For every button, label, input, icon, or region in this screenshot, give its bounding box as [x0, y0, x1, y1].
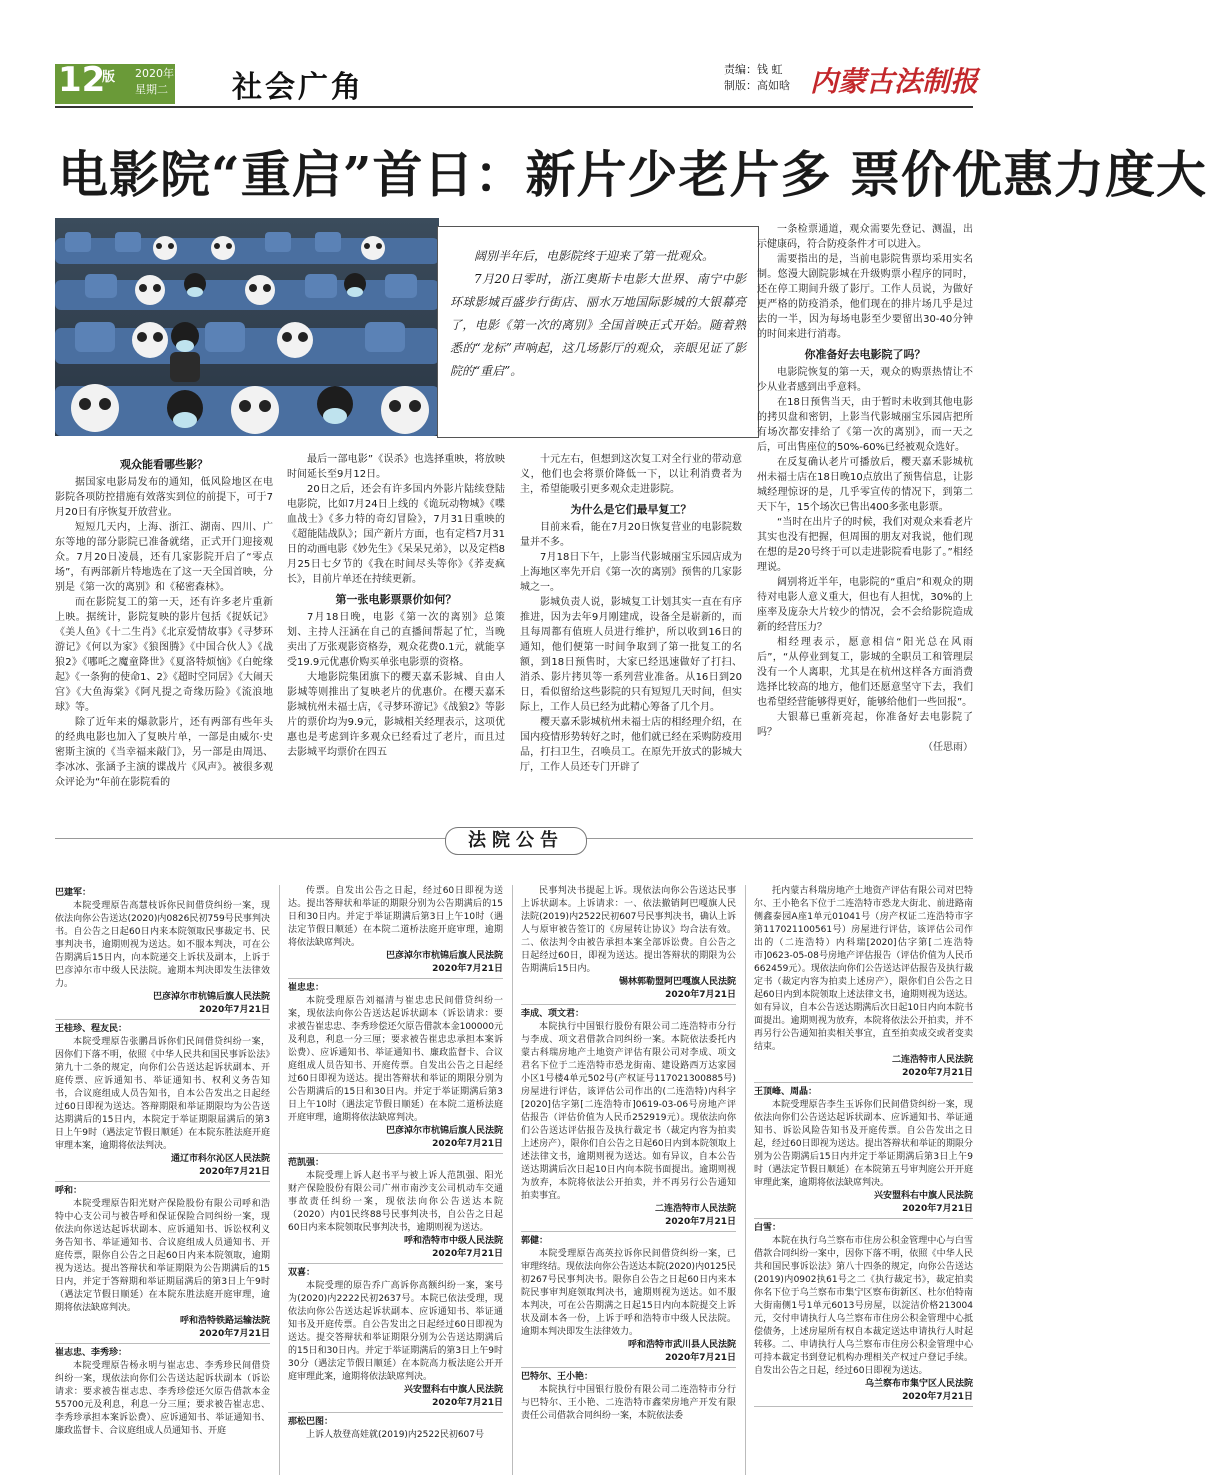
article-lead [437, 226, 759, 438]
notice-body: 上诉人敖登高娃就(2019)内2522民初607号 [306, 1430, 485, 1440]
article-subheading: 第一张电影票票价如何？ [335, 593, 457, 606]
notice-addressee: 郭健： [521, 1236, 549, 1246]
article-paragraph: 7月18日下午，上影当代影城丽宝乐园店成为上海地区率先开启《第一次的离别》预售的几家影城之一。 [520, 552, 742, 593]
article-paragraph: 一条检票通道，观众需要先登记、测温，出示健康码，符合防疫条件才可以进入。 [757, 224, 973, 250]
notice-date: 2020年7月21日 [55, 1166, 270, 1182]
article-paragraph: 樱天嘉禾影城杭州未福士店的相经理介绍，在国内疫情形势转好之时，他们就已经在采购防疫用品，打扫卫生，召唤员工。在原先开放式的影城大厅，工作人员还专门开辟了 [520, 717, 742, 773]
notice-court: 兴安盟科右中旗人民法院 [403, 1385, 503, 1395]
notice-addressee: 巴特尔、王小艳： [521, 1372, 594, 1382]
notice-body: 本院执行中国银行股份有限公司二连浩特市分行与李成、项文君借款合同纠纷一案。本院依法委托内蒙古科瑞房地产土地资产评估有限公司对李成、项文君名下位于二连浩特市恐龙街南、建设路西万达家园小区1号楼4单元502号(产权证号117021300885号)房屋进行评估，该评估公司作出的(二连浩特)内科字[2020]估字第[二连浩特市]0619-03-06号房地产评估报告（评估价值为人民币252919元）。现依法向你们公告送达评估报告及执行裁定书（裁定内容为拍卖上述房产），限你们自公告之日起60日内到本院领取上述法律文书，逾期则视为送达。如有异议，自本公告送达期满后次日起10日内向本院书面提出。逾期则视为放弃，本院将依法公开拍卖，并不再另行公告通知拍卖事宜。 [521, 1022, 736, 1201]
column-rule [745, 885, 746, 1475]
article-column-3 [520, 452, 742, 824]
editor-credits [724, 62, 790, 94]
column-rule [512, 885, 513, 1475]
issue-date-block [135, 66, 225, 98]
article-paragraph: 在18日预售当天，由于暂时未收到其他电影的拷贝盘和密钥，上影当代影城丽宝乐园店把所有场次都安排给了《第一次的离别》，而一天之后，可出售座位的50%-60%已经被观众选好。 [757, 397, 973, 453]
notice-body: 本院受理原告张鹏昌诉你们民间借贷纠纷一案，因你们下落不明，依照《中华人民共和国民事诉讼法》第九十二条的规定，向你们公告送达起诉状副本、开庭传票、应诉通知书、举证通知书、权利义务告知书，合议庭组成人员告知书，自本公告发出之日起经过60日即视为送达。答辩期限和举证期限均为公告送达期满后的15日内，本院定于举证期限届满后的第3日上午9时（遇法定节假日顺延）在本院东胜法庭开庭审理本案，逾期将依法判决。 [55, 1037, 270, 1151]
notice-court: 乌兰察布市集宁区人民法院 [864, 1379, 973, 1389]
article-subheading: 观众能看哪些影？ [120, 458, 208, 471]
notice-date: 2020年7月21日 [754, 1203, 973, 1219]
notice-addressee: 那松巴图： [288, 1417, 334, 1427]
notice-court: 兴安盟科右中旗人民法院 [873, 1191, 973, 1201]
notice-body: 本院执行中国银行股份有限公司二连浩特市分行与巴特尔、王小艳、二连浩特市鑫荣房地产开发有限责任公司借款合同纠纷一案，本院依法委 [521, 1385, 736, 1421]
notice-addressee: 白雪： [754, 1223, 782, 1233]
cinema-audience-photo [55, 218, 439, 436]
notice-date: 2020年7月21日 [288, 963, 503, 979]
notice-addressee: 呼和： [55, 1186, 83, 1196]
notice-column-3 [521, 885, 736, 1475]
notice-court: 巴彦淖尔市杭锦后旗人民法院 [385, 951, 503, 961]
notice-court: 二连浩特市人民法院 [654, 1204, 736, 1214]
article-column-4 [757, 222, 973, 824]
notice-addressee: 李成、项文君： [521, 1009, 585, 1019]
section-title: 社会广角 [232, 70, 364, 105]
notice-body: 本院在执行乌兰察布市住房公积金管理中心与白雪借款合同纠纷一案中，因你下落不明，依照《中华人民共和国民事诉讼法》第八十四条的规定，向你公告送达(2019)内0902执61号之二《执行裁定书》，裁定拍卖你名下位于乌兰察布市集宁区察布街新区、杜尔伯特南大街南侧1号1单元6013号房屋，以淀洁价格213004元，交付申请执行人乌兰察布市住房公积金管理中心抵偿债务，上述房屋所有权自本裁定送达申请执行人时起转移。二、申请执行人乌兰察布市住房公积金管理中心可持本裁定书到登记机构办理相关产权过户登记手续。自发出公告之日起，经过60日即视为送达。 [754, 1236, 973, 1376]
court-notice [521, 885, 736, 1005]
notice-addressee: 崔志忠、李秀珍： [55, 1348, 128, 1358]
article-paragraph: 大银幕已重新亮起，你准备好去电影院了吗？ [757, 712, 973, 738]
page-number: 12 [58, 60, 106, 100]
article-paragraph: 十元左右，但想到这次复工对全行业的带动意义，他们也会将票价降低一下，以让利消费者为主，希望能吸引更多观众走进影院。 [520, 454, 742, 495]
issue-weekday: 星期二 [135, 83, 168, 96]
court-notice [754, 885, 973, 1083]
producer: 制版：高如晗 [724, 79, 790, 92]
notice-addressee: 双喜： [288, 1268, 316, 1278]
notice-column-2 [288, 885, 503, 1475]
notice-date: 2020年7月21日 [55, 1004, 270, 1020]
notice-date: 2020年7月21日 [521, 1216, 736, 1232]
court-notice-banner: 法院公告 [445, 827, 587, 855]
court-notice [288, 1157, 503, 1264]
masthead-rule [55, 106, 973, 108]
notice-date: 2020年7月21日 [288, 1397, 503, 1413]
article-paragraph: 7月18日晚，电影《第一次的离别》总策划、主持人汪涵在自己的直播间帮起了忙，当晚卖出了万张观影资格券，观众花费0.1元，就能享受19.9元优惠价购买单张电影票的资格。 [287, 612, 505, 668]
notice-date: 2020年7月21日 [754, 1391, 973, 1407]
notice-body: 民事判决书提起上诉。现依法向你公告送达民事上诉状副本。上诉请求：一、依法撤销阿巴嘎旗人民法院(2019)内2522民初607号民事判决书，确认上诉人与原审被告签订的《房屋转让协议》均合法有效。二、依法判令由被告承担本案全部诉讼费。自公告之日起经过60日，即视为送达。提出答辩状的期限为公告期满后15日内。 [521, 886, 736, 974]
article-paragraph: 最后一部电影”《误杀》也选择重映，将放映时间延长至9月12日。 [287, 454, 505, 480]
notice-body: 本院受理原告李生玉诉你们民间借贷纠纷一案，现依法向你们公告送达起诉状副本、应诉通知书、举证通知书、诉讼风险告知书及开庭传票。自公告发出之日起，经过60日即视为送达。提出答辩状和举证的期限分别为公告期满后15日内并定于举证期满后第3日上午9时（遇法定节假日顺延）在本院第五号审判庭公开开庭审理此案，逾期将依法缺席判决。 [754, 1100, 973, 1188]
notice-body: 本院受理原告高慧枝诉你民间借贷纠纷一案，现依法向你公告送达(2020)内0826民初759号民事判决书。自公告之日起60日内来本院领取民事裁定书、民事判决书，逾期则视为送达。如不服本判决，可在公告期满后15日内，向本院递交上诉状及副本，上诉于巴彦淖尔市中级人民法院。逾期本判决即发生法律效力。 [55, 901, 270, 989]
notice-addressee: 王顶峰、周晶： [754, 1087, 818, 1097]
court-notice [55, 1347, 270, 1438]
issue-date: 2020年7月21日 [135, 67, 217, 80]
notice-date: 2020年7月21日 [754, 1067, 973, 1083]
article-paragraph: 目前来看，能在7月20日恢复营业的电影院数量并不多。 [520, 522, 742, 548]
article-paragraph: 在反复确认老片可播放后，樱天嘉禾影城杭州未福士店在18日晚10点放出了预售信息，让影城经理惊讶的是，几乎零宣传的情况下，到第二天下午，15个场次已售出400多张电影票。 [757, 457, 973, 513]
article-paragraph: 需要指出的是，当前电影院售票均采用实名制。悠漫大剧院影城在升级购票小程序的同时，还在停工期间升级了影厅。工作人员说，为做好更严格的防疫消杀，他们现在的排片场几乎是过去的一半，因为每场电影至少要留出30-40分钟的时间来进行消毒。 [757, 254, 973, 340]
court-notice [288, 885, 503, 979]
article-paragraph: 20日之后，还会有许多国内外影片陆续登陆电影院，比如7月24日上线的《诡玩动物城》《喋血战士》《多力特的奇幻冒险》，7月31日重映的《超能陆战队》；国产新片方面，也有定档7月31日的动画电影《妙先生》《呆呆兄弟》，以及定档8月25日七夕节的《我在时间尽头等你》《荞麦疯长》，目前片单还在持续更新。 [287, 484, 505, 585]
notice-court: 通辽市科尔沁区人民法院 [170, 1154, 270, 1164]
court-notice [521, 1235, 736, 1368]
notice-body: 本院受理原告高英拉诉你民间借贷纠纷一案，已审理终结。现依法向你公告送达本院(2020)内0125民初267号民事判决书。限你自公告之日起60日内来本院民事审判庭领取判决书，逾期则视为送达。如不服本判决，可在公告期满之日起15日内向本院提交上诉状及副本各一份，上诉于呼和浩特市中级人民法院。逾期本判决即发生法律效力。 [521, 1249, 736, 1337]
lead-paragraph: 7月20日零时，浙江奥斯卡电影大世界、南宁中影环球影城百盛步行街店、丽水万地国际影城的大银幕亮了，电影《第一次的离别》全国首映正式开始。随着熟悉的“龙标”声响起，这几场影厅的观众，亲眼见证了影院的“重启”。 [450, 272, 746, 378]
editor: 责编：钱 虹 [724, 63, 783, 76]
article-paragraph: 而在影院复工的第一天，还有许多老片重新上映。据统计，影院复映的影片包括《捉妖记》《美人鱼》《十二生肖》《北京爱情故事》《寻梦环游记》《何以为家》《狼图腾》《中国合伙人》《战狼2》《哪吒之魔童降世》《夏洛特烦恼》《白蛇缘起》《一条狗的使命1、2》《超时空同居》《大闹天宫》《大鱼海棠》《阿凡提之奇缘历险》《流浪地球》等。 [55, 597, 273, 713]
court-notice [754, 1222, 973, 1407]
article-paragraph: 大地影院集团旗下的樱天嘉禾影城、自由人影城等则推出了复映老片的优惠价。在樱天嘉禾影城杭州未福士店，《寻梦环游记》《战狼2》等影片的票价均为9.9元，影城相关经理表示，这项优惠也是考虑到许多观众已经看过了老片，而且过去影城平均票价在四五 [287, 672, 505, 758]
notice-body: 本院受理原告阳光财产保险股份有限公司呼和浩特中心支公司与被告呼和保证保险合同纠纷一案，现依法向你送达起诉状副本、应诉通知书、诉讼权利义务告知书、举证通知书、合议庭组成人员通知书、开庭传票，限你自公告之日起60日内来本院领取，逾期视为送达。提出答辩状和举证期限为公告期满后的15日内，并定于答辩期和举证期届满后的第3日上午9时（遇法定节假日顺延）在本院东胜法庭开庭审理，逾期将依法缺席判决。 [55, 1199, 270, 1313]
notice-date: 2020年7月21日 [55, 1328, 270, 1344]
notice-addressee: 王桂珍、程友民： [55, 1024, 128, 1034]
court-notice [288, 1416, 503, 1442]
lead-paragraph: 阔别半年后，电影院终于迎来了第一批观众。 [474, 249, 715, 263]
notice-body: 传票。自发出公告之日起，经过60日即视为送达。提出答辩状和举证的期限分别为公告期满后的15日和30日内。并定于举证期满后第3日上午10时（遇法定节假日顺延）在本院二道桥法庭开庭审理，逾期将依法缺席判决。 [288, 886, 503, 948]
court-notice [288, 982, 503, 1154]
notice-court: 巴彦淖尔市杭锦后旗人民法院 [385, 1126, 503, 1136]
notice-court: 二连浩特市人民法院 [891, 1055, 973, 1065]
court-notice [754, 1086, 973, 1219]
notice-body: 托内蒙古科瑞房地产土地资产评估有限公司对巴特尔、王小艳名下位于二连浩特市恐龙大街北、前进路南侧鑫泰园A座1单元01041号（房产权证二连浩特市字第117021100561号）房屋进行评估，该评估公司作出的（二连浩特）内科瑞[2020]估字第[二连浩特市]0623-05-08号房地产评估报告（评估价值为人民币662459元）。现依法向你们公告送达评估报告及执行裁定书（裁定内容为拍卖上述房产），限你们自公告之日起60日内到本院领取上述法律文书，逾期则视为送达。如有异议，自本公告送达期满后次日起10日内向本院书面提出。逾期则视为放弃，本院将依法公开拍卖，并不再另行公告通知拍卖相关事宜，直至拍卖成交或者变卖结束。 [754, 886, 973, 1052]
notice-date: 2020年7月21日 [288, 1248, 503, 1264]
notice-addressee: 范凯强： [288, 1158, 325, 1168]
notice-body: 本院受理原告刘福清与崔忠忠民间借贷纠纷一案，现依法向你公告送达起诉状副本（诉讼请求：要求被告崔忠忠、李秀珍偿还欠原告借款本金100000元及利息，利息一分三厘；要求被告崔忠忠承担本案诉讼费）、应诉通知书、举证通知书、廉政监督卡、合议庭组成人员告知书、开庭传票。自发出公告之日起经过60日即视为送达。提出答辩状和举证的期限分别为公告期满后的15日和30日内。并定于举证期满后第3日上午10时（遇法定节假日顺延）在本院二道桥法庭开庭审理，逾期将依法缺席判决。 [288, 996, 503, 1123]
notice-court: 呼和浩特市武川县人民法院 [627, 1340, 736, 1350]
notice-date: 2020年7月21日 [288, 1138, 503, 1154]
column-rule [279, 885, 280, 1475]
article-subheading: 你准备好去电影院了吗？ [804, 348, 926, 361]
notice-body: 本院受理原告杨永明与崔志忠、李秀珍民间借贷纠纷一案，现依法向你们公告送达起诉状副本（诉讼请求：要求被告崔志忠、李秀珍偿还欠原告借款本金55700元及利息，利息一分三厘；要求被告崔志忠、李秀珍承担本案诉讼费）、应诉通知书、举证通知书、廉政监督卡、合议庭组成人员通知书、开庭 [55, 1361, 270, 1436]
article-paragraph: 相经理表示，愿意相信“阳光总在风雨后”，“从停业到复工，影城的全职员工和管理层没有一个人离职，尤其是在杭州这样各方面消费选择比较高的地方，他们还愿意坚守下去，我们也希望经营能够得更好，能够给他们一些回报”。 [757, 637, 973, 708]
notice-addressee: 巴建军： [55, 888, 92, 898]
notice-court: 呼和浩特市中级人民法院 [403, 1236, 503, 1246]
article-paragraph: 影城负责人说，影城复工计划其实一直在有序推进，因为去年9月刚建成，设备全是崭新的，而且每周都有值班人员进行维护，所以收到16日的通知，他们便第一时间争取到了第一批复工的名额，到18日预售时，大家已经迅速做好了打扫、消杀、影片拷贝等一系列营业准备。从16日到20日，看似留给这些影院的只有短短几天时间，但实际上，工作人员已经为此精心筹备了几个月。 [520, 597, 742, 713]
article-subheading: 为什么是它们最早复工？ [570, 503, 692, 516]
court-notice [55, 887, 270, 1020]
page-unit: 版 [102, 70, 116, 85]
notice-court: 锡林郭勒盟阿巴嘎旗人民法院 [618, 977, 736, 987]
notice-court: 巴彦淖尔市杭锦后旗人民法院 [152, 992, 270, 1002]
article-paragraph: 电影院恢复的第一天，观众的购票热情让不少从业者感到出乎意料。 [757, 367, 973, 393]
paper-logo: 内蒙古法制报 [810, 65, 979, 98]
court-notice [55, 1023, 270, 1182]
notice-date: 2020年7月21日 [521, 1352, 736, 1368]
court-notice [521, 1371, 736, 1423]
notice-column-1 [55, 885, 270, 1475]
notice-body: 本院受理的原告乔广高诉你高额纠纷一案，案号为(2020)内2222民初2637号。本院已依法受理，现依法向你公告送达起诉状副本、应诉通知书、举证通知书及开庭传票。自公告发出之日起经过60日即视为送达。提交答辩状和举证期限分别为公告送达期满后的15日和30日内。并定于举证期满后的第3日上午9时30分（遇法定节假日顺延）在本院高力板法庭公开开庭审理此案，逾期将依法缺席判决。 [288, 1281, 503, 1382]
article-paragraph: 阔别将近半年，电影院的“重启”和观众的期待对电影人意义重大，但也有人担忧，30%的上座率及庞杂大片较少的情况，会不会给影院造成新的经营压力？ [757, 577, 973, 633]
notice-addressee: 崔忠忠： [288, 983, 325, 993]
article-column-2 [287, 452, 505, 824]
article-paragraph: 据国家电影局发布的通知，低风险地区在电影院各项防控措施有效落实到位的前提下，可于7月20日有序恢复开放营业。 [55, 477, 273, 518]
court-notice [55, 1185, 270, 1344]
article-paragraph: 除了近年来的爆款影片，还有两部有些年头的经典电影也加入了复映片单，一部是由威尔·史密斯主演的《当幸福来敲门》，另一部是由周迅、李冰冰、张涵予主演的谍战片《风声》。被很多观众评论为“年前在影院看的 [55, 717, 273, 788]
court-notice [288, 1267, 503, 1413]
article-column-1 [55, 452, 273, 824]
article-byline: （任思雨） [923, 742, 973, 753]
notice-body: 本院受理上诉人赵书平与被上诉人范凯强、阳光财产保险股份有限公司广州市南沙支公司机动车交通事故责任纠纷一案，现依法向你公告送达本院（2020）内01民终88号民事判决书，自公告之日起60日内来本院领取民事判决书，逾期则视为送达。 [288, 1171, 503, 1233]
article-paragraph: “当时在出片子的时候，我们对观众来看老片其实也没有把握，但周围的朋友对我说，他们现在想的是20号终于可以走进影院看电影了。”相经理说。 [757, 517, 973, 573]
article-headline: 电影院“重启”首日：新片少老片多 票价优惠力度大 [58, 145, 1207, 204]
notice-court: 呼和浩特铁路运输法院 [179, 1316, 270, 1326]
notice-column-4 [754, 885, 973, 1475]
court-notice [521, 1008, 736, 1232]
article-paragraph: 短短几天内，上海、浙江、湖南、四川、广东等地的部分影院已准备就绪，正式开门迎接观众。7月20日凌晨，还有几家影院开启了“零点场”，有两部新片特地选在了这一天全国首映，分别是《第一次的离别》和《秘密森林》。 [55, 522, 273, 593]
notice-date: 2020年7月21日 [521, 989, 736, 1005]
